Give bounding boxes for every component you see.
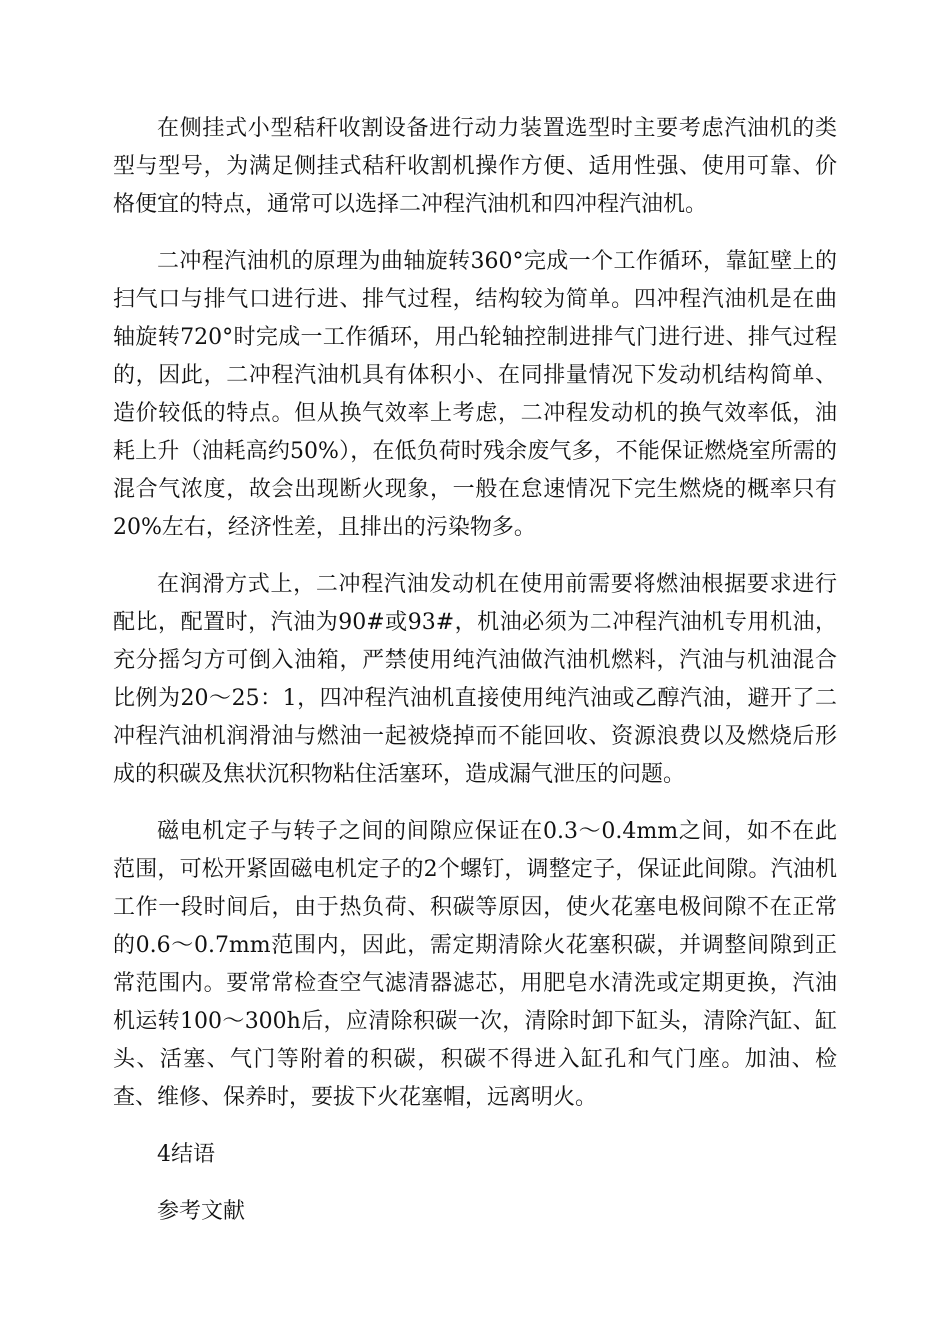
references-heading: 参考文献 [157, 1199, 246, 1224]
document-page [113, 110, 837, 1250]
section-heading-conclusion: 4结语 [157, 1142, 215, 1167]
paragraph-lubrication: 在润滑方式上，二冲程汽油发动机在使用前需要将燃油根据要求进行配比，配置时，汽油为90#或93#，机油必须为二冲程汽油机专用机油，充分摇匀方可倒入油箱，严禁使用纯汽油做汽油机燃料，汽油与机油混合比例为20～25：1，四冲程汽油机直接使用纯汽油或乙醇汽油，避开了二冲程汽油机润滑油与燃油一起被烧掉而不能回收、资源浪费以及燃烧后形成的积碳及焦状沉积物粘住活塞环，造成漏气泄压的问题。 [113, 572, 837, 787]
paragraph-maintenance: 磁电机定子与转子之间的间隙应保证在0.3～0.4mm之间，如不在此范围，可松开紧固磁电机定子的2个螺钉，调整定子，保证此间隙。汽油机工作一段时间后，由于热负荷、积碳等原因，使火花塞电极间隙不在正常的0.6～0.7mm范围内，因此，需定期清除火花塞积碳，并调整间隙到正常范围内。要常常检查空气滤清器滤芯，用肥皂水清洗或定期更换，汽油机运转100～300h后，应清除积碳一次，清除时卸下缸头，清除汽缸、缸头、活塞、气门等附着的积碳，积碳不得进入缸孔和气门座。加油、检查、维修、保养时，要拔下火花塞帽，远离明火。 [113, 819, 837, 1110]
paragraph-two-stroke-principle: 二冲程汽油机的原理为曲轴旋转360°完成一个工作循环，靠缸壁上的扫气口与排气口进行进、排气过程，结构较为简单。四冲程汽油机是在曲轴旋转720°时完成一工作循环，用凸轮轴控制进排气门进行进、排气过程的，因此，二冲程汽油机具有体积小、在同排量情况下发动机结构简单、造价较低的特点。但从换气效率上考虑，二冲程发动机的换气效率低，油耗上升（油耗高约50%），在低负荷时残余废气多，不能保证燃烧室所需的混合气浓度，故会出现断火现象，一般在怠速情况下完生燃烧的概率只有20%左右，经济性差，且排出的污染物多。 [113, 249, 837, 540]
paragraph-engine-selection: 在侧挂式小型秸秆收割设备进行动力装置选型时主要考虑汽油机的类型与型号，为满足侧挂式秸秆收割机操作方便、适用性强、使用可靠、价格便宜的特点，通常可以选择二冲程汽油机和四冲程汽油机。 [113, 116, 837, 217]
